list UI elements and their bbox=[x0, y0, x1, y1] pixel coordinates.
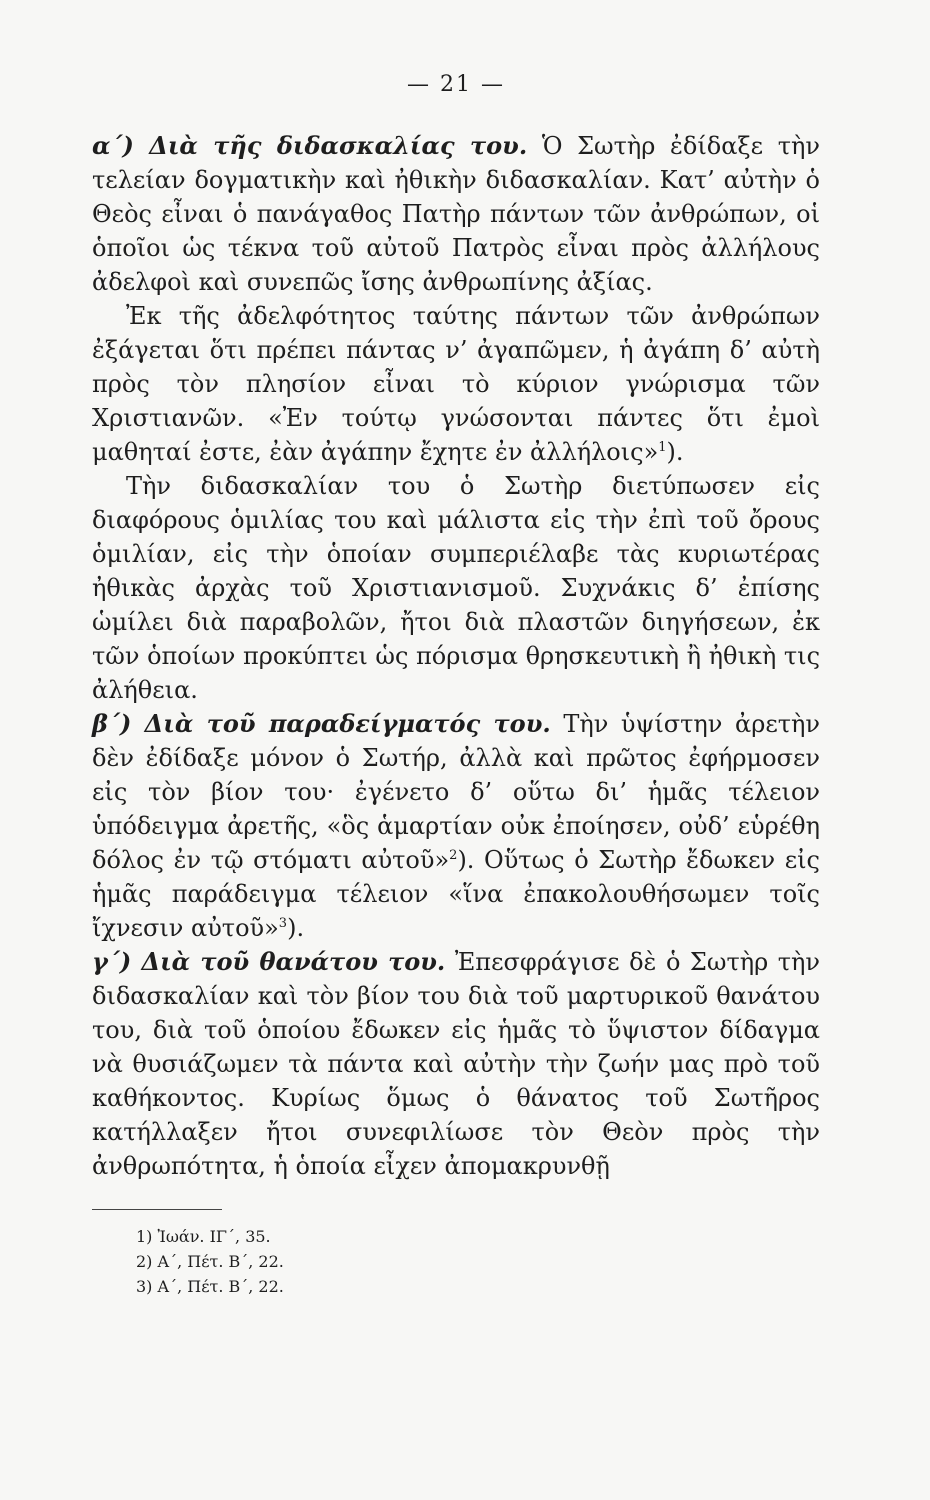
section-heading: α΄) Διὰ τῆς διδασκαλίας του. bbox=[92, 131, 528, 160]
paragraph-text: Τὴν διδασκαλίαν του ὁ Σωτὴρ διετύπωσεν εἰς διαφόρους ὁμιλίας του καὶ μάλιστα εἰς τὴν ἐπὶ τοῦ ὄρους ὁμιλίαν, εἰς τὴν ὁποίαν συμπεριέλαβε τὰς κυριωτέρας ἠθικὰς ἀρχὰς τοῦ Χριστιανισμοῦ. Συχνάκις δ’ ἐπίσης ὡμίλει διὰ παραβολῶν, ἤτοι διὰ πλαστῶν διηγήσεων, ἐκ τῶν ὁποίων προκύπτει ὡς πόρισμα θρησκευτικὴ ἢ ἠθικὴ τις ἀλήθεια. bbox=[92, 472, 821, 704]
paragraph-example bbox=[92, 707, 820, 945]
footnotes bbox=[92, 1224, 820, 1299]
paragraph-text-tail: ). bbox=[287, 914, 305, 942]
paragraph-text-tail: ). Οὕτως ὁ Σωτὴρ ἔδωκεν εἰς ἡμᾶς παράδειγμα τέλειον «ἵνα ἐπακολουθήσωμεν τοῖς ἴχνεσιν αὐτοῦ» bbox=[92, 846, 820, 942]
footnote: 3) Α΄, Πέτ. Β΄, 22. bbox=[136, 1277, 284, 1296]
paragraph-text: Τὴν ὑψίστην ἀρετὴν δὲν ἐδίδαξε μόνον ὁ Σωτήρ, ἀλλὰ καὶ πρῶτος ἐφήρμοσεν εἰς τὸν βίον του· ἐγένετο δ’ οὕτω δι’ ἡμᾶς τέλειον ὑπόδειγμα ἀρετῆς, «ὃς ἁμαρτίαν οὐκ ἐποίησεν, οὐδ’ εὑρέθη δόλος ἐν τῷ στόματι αὐτοῦ» bbox=[92, 710, 820, 874]
footnote-ref: 3 bbox=[278, 916, 288, 931]
footnote-ref: 1 bbox=[658, 440, 667, 455]
footnote-ref: 2 bbox=[449, 848, 458, 863]
paragraph-text: Ὁ Σωτὴρ ἐδίδαξε τὴν τελείαν δογματικὴν καὶ ἠθικὴν διδασκαλίαν. Κατ’ αὐτὴν ὁ Θεὸς εἶναι ὁ πανάγαθος Πατὴρ πάντων τῶν ἀνθρώπων, οἱ ὁποῖοι ὡς τέκνα τοῦ αὐτοῦ Πατρὸς εἶναι πρὸς ἀλλήλους ἀδελφοὶ καὶ συνεπῶς ἴσης ἀνθρωπίνης ἀξίας. bbox=[92, 132, 820, 296]
section-heading: β΄) Διὰ τοῦ παραδείγματός του. bbox=[92, 709, 551, 738]
paragraph-sermons bbox=[92, 469, 820, 707]
footnote-divider bbox=[92, 1209, 222, 1210]
footnote: 2) Α΄, Πέτ. Β΄, 22. bbox=[136, 1252, 284, 1271]
section-heading: γ΄) Διὰ τοῦ θανάτου του. bbox=[92, 947, 446, 976]
paragraph-death bbox=[92, 945, 820, 1183]
paragraph-text-tail: ). bbox=[666, 438, 684, 466]
footnote: 1) Ἰωάν. ΙΓ΄, 35. bbox=[136, 1227, 271, 1246]
paragraph-teaching bbox=[92, 129, 820, 299]
paragraph-text: Ἐκ τῆς ἀδελφότητος ταύτης πάντων τῶν ἀνθρώπων ἐξάγεται ὅτι πρέπει πάντας ν’ ἀγαπῶμεν, ἡ ἀγάπη δ’ αὐτὴ πρὸς τὸν πλησίον εἶναι τὸ κύριον γνώρισμα τῶν Χριστιανῶν. «Ἐν τούτῳ γνώσονται πάντες ὅτι ἐμοὶ μαθηταί ἐστε, ἐὰν ἀγάπην ἔχητε ἐν ἀλλήλοις» bbox=[92, 302, 820, 466]
paragraph-text: Ἐπεσφράγισε δὲ ὁ Σωτὴρ τὴν διδασκαλίαν καὶ τὸν βίον του διὰ τοῦ μαρτυρικοῦ θανάτου του, διὰ τοῦ ὁποίου ἔδωκεν εἰς ἡμᾶς τὸ ὕψιστον δίδαγμα νὰ θυσιάζωμεν τὰ πάντα καὶ αὐτὴν τὴν ζωήν μας πρὸ τοῦ καθήκοντος. Κυρίως ὅμως ὁ θάνατος τοῦ Σωτῆρος κατήλλαξεν ἤτοι συνεφιλίωσε τὸν Θεὸν πρὸς τὴν ἀνθρωπότητα, ἡ ὁποία εἶχεν ἀπομακρυνθῇ bbox=[92, 948, 821, 1180]
paragraph-brotherhood bbox=[92, 299, 820, 469]
page-number: — 21 — bbox=[407, 72, 505, 97]
body-text bbox=[92, 129, 820, 1183]
